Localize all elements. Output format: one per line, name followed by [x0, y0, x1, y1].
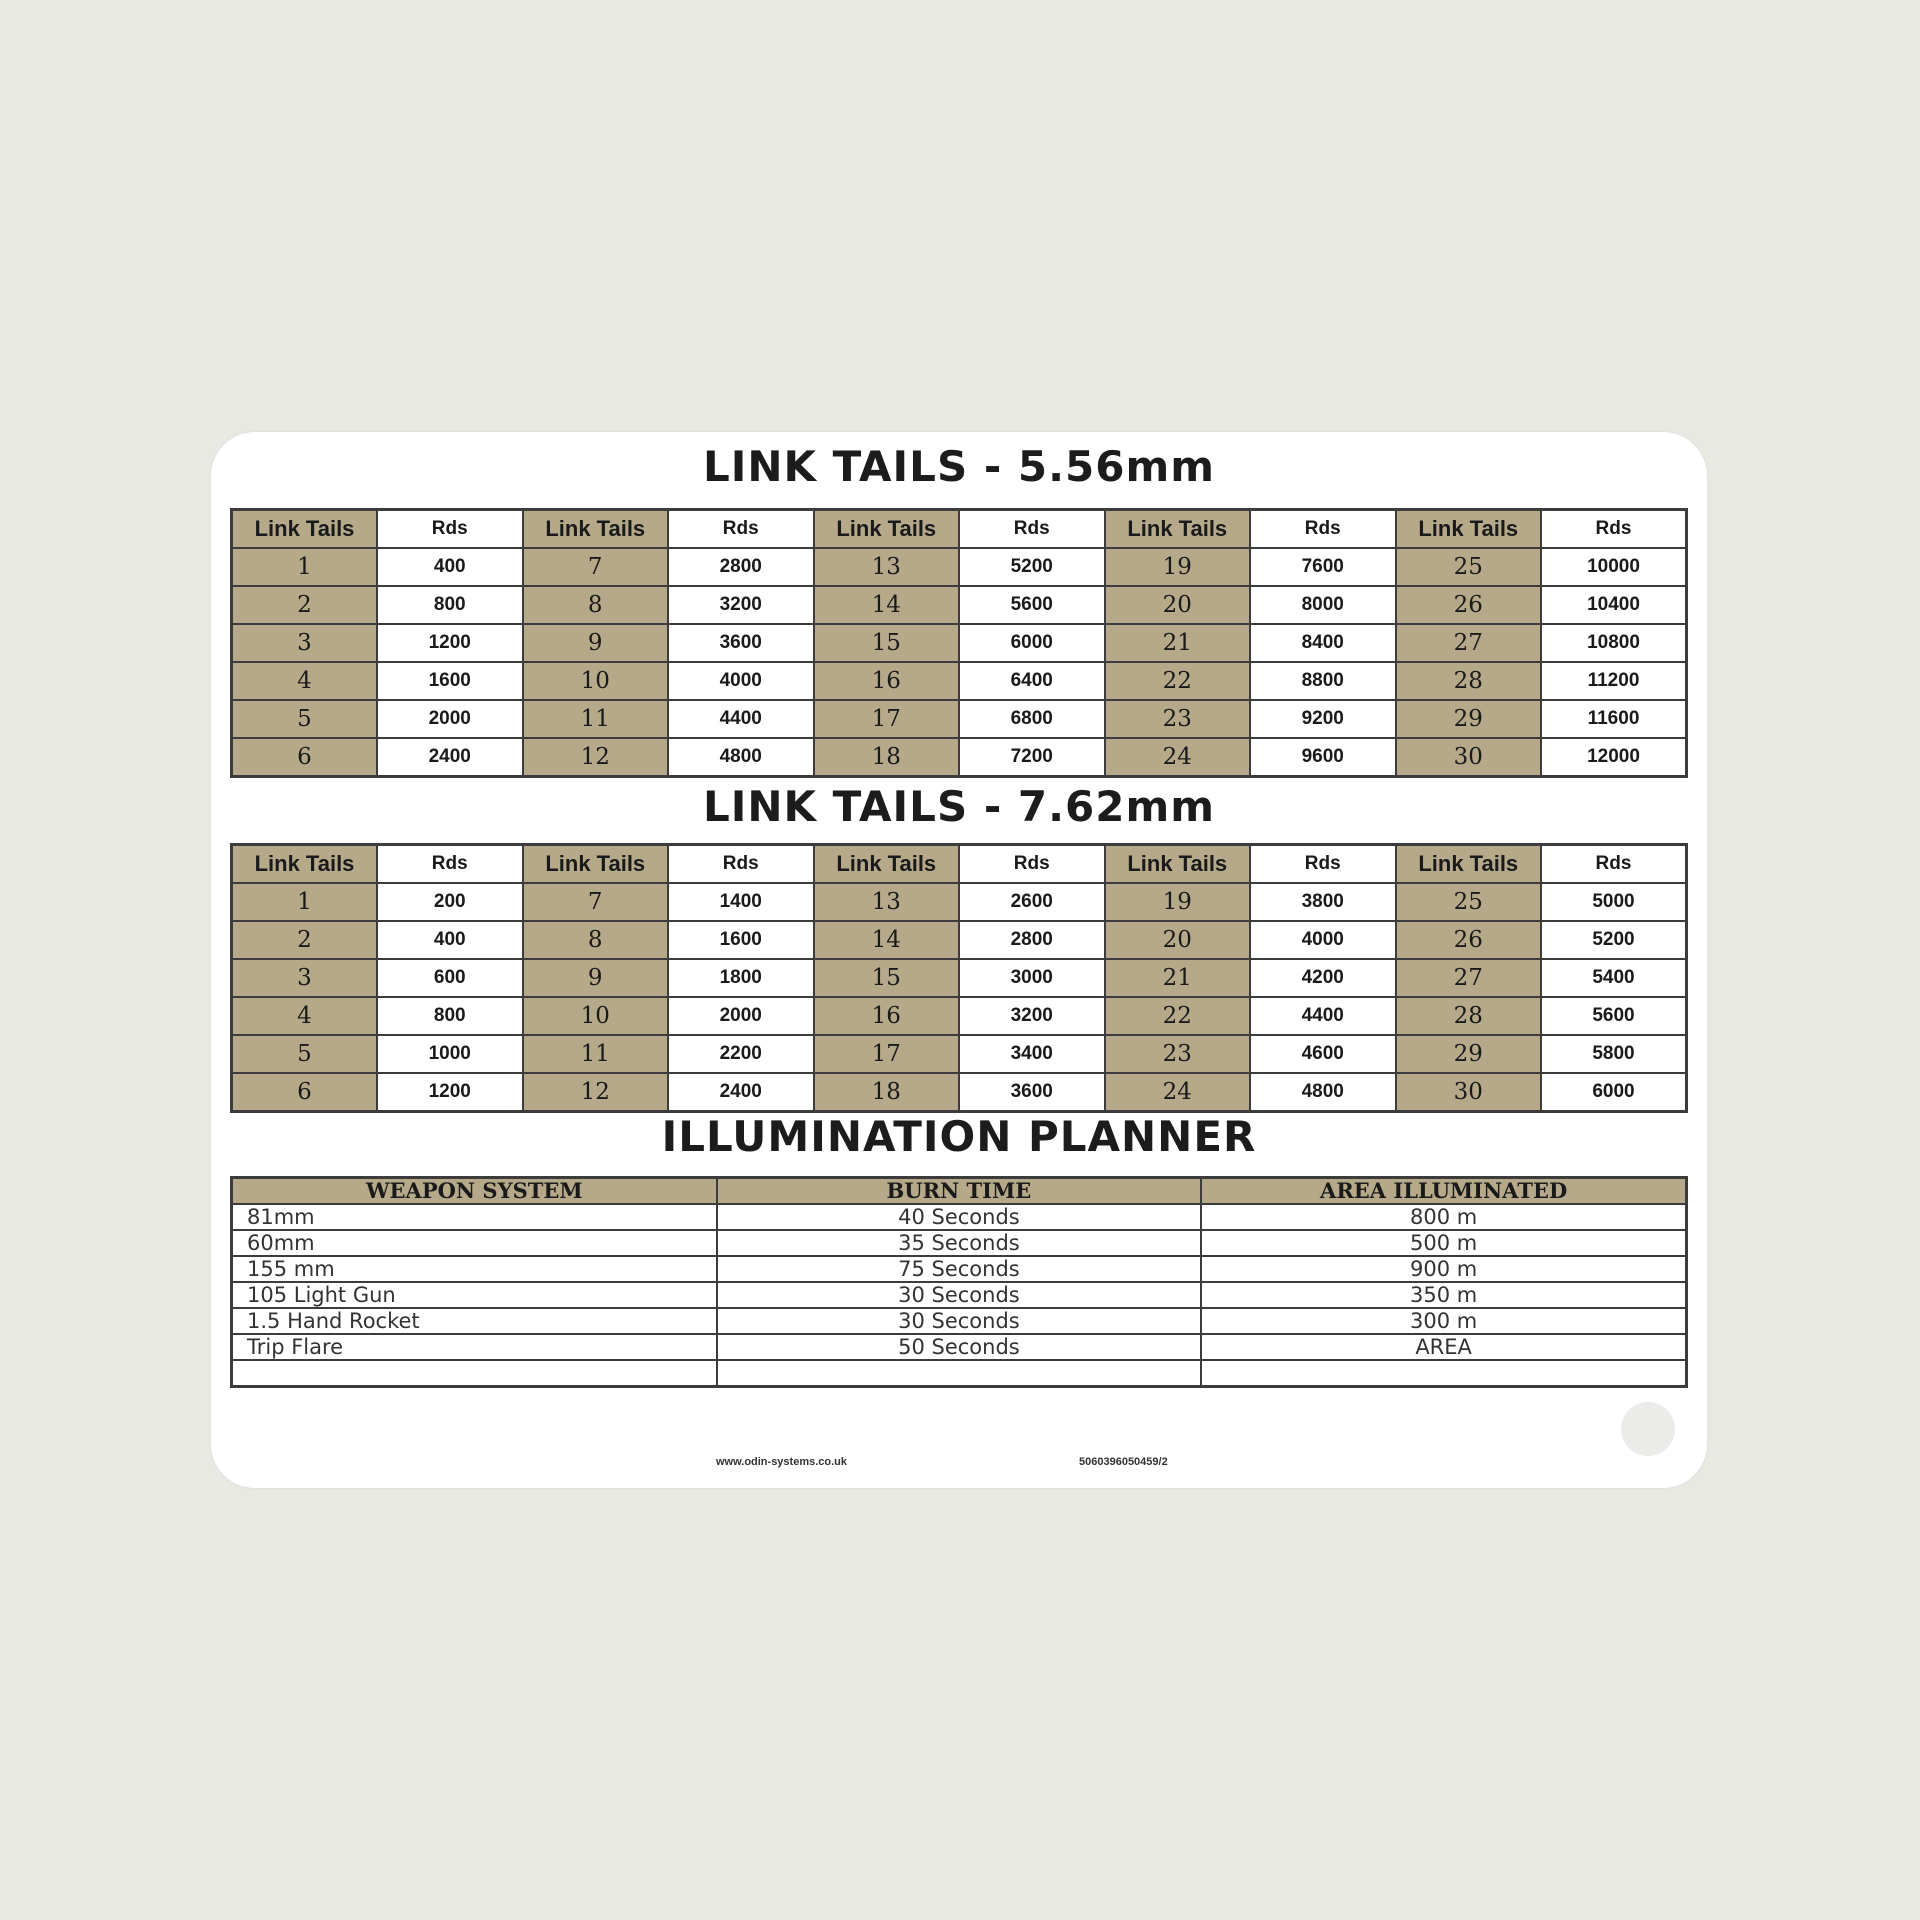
- rds-cell: 10400: [1541, 586, 1687, 624]
- area-illuminated-cell: 300 m: [1201, 1308, 1686, 1334]
- rds-cell: 4000: [1250, 921, 1396, 959]
- rds-cell: 8800: [1250, 662, 1396, 700]
- weapon-system-cell: 60mm: [232, 1230, 717, 1256]
- rds-cell: 3000: [959, 959, 1105, 997]
- weapon-system-cell: 105 Light Gun: [232, 1282, 717, 1308]
- link-tails-cell: 24: [1105, 1073, 1251, 1112]
- rds-cell: 9200: [1250, 700, 1396, 738]
- table-row: [232, 959, 1687, 997]
- link-tails-cell: 15: [814, 959, 960, 997]
- weapon-system-cell: 155 mm: [232, 1256, 717, 1282]
- table-row: [232, 700, 1687, 738]
- link-tails-cell: 12: [523, 1073, 669, 1112]
- burn-time-cell: 35 Seconds: [717, 1230, 1202, 1256]
- rds-cell: 400: [377, 921, 523, 959]
- table-row: [232, 548, 1687, 586]
- link-tails-cell: 16: [814, 662, 960, 700]
- title-link-tails-762: LINK TAILS - 7.62mm: [702, 782, 1216, 831]
- rds-cell: 7200: [959, 738, 1105, 777]
- link-tails-cell: 19: [1105, 883, 1251, 921]
- area-illuminated-cell: 800 m: [1201, 1204, 1686, 1230]
- link-tails-cell: 17: [814, 1035, 960, 1073]
- rds-cell: 2600: [959, 883, 1105, 921]
- rds-cell: 1200: [377, 1073, 523, 1112]
- footer-website: www.odin-systems.co.uk: [716, 1456, 848, 1468]
- rds-cell: 800: [377, 997, 523, 1035]
- header-rds: Rds: [668, 510, 814, 549]
- table-row: [232, 662, 1687, 700]
- link-tails-cell: 8: [523, 586, 669, 624]
- rds-cell: 1600: [668, 921, 814, 959]
- header-rds: Rds: [1250, 845, 1396, 884]
- table-row: [232, 1334, 1687, 1360]
- rds-cell: 6800: [959, 700, 1105, 738]
- rds-cell: 2800: [668, 548, 814, 586]
- link-tails-cell: 12: [523, 738, 669, 777]
- link-tails-cell: 1: [232, 548, 378, 586]
- header-rds: Rds: [959, 510, 1105, 549]
- link-tails-cell: 9: [523, 624, 669, 662]
- link-tails-cell: 18: [814, 1073, 960, 1112]
- link-tails-cell: 26: [1396, 586, 1542, 624]
- rds-cell: 12000: [1541, 738, 1687, 777]
- link-tails-cell: 28: [1396, 662, 1542, 700]
- rds-cell: 8000: [1250, 586, 1396, 624]
- link-tails-cell: 7: [523, 883, 669, 921]
- rds-cell: 10000: [1541, 548, 1687, 586]
- link-tails-556-table: [230, 508, 1688, 778]
- header-area-illuminated: AREA ILLUMINATED: [1201, 1178, 1686, 1205]
- rds-cell: 5200: [959, 548, 1105, 586]
- table-row: [232, 738, 1687, 777]
- link-tails-cell: 20: [1105, 586, 1251, 624]
- header-link-tails: Link Tails: [523, 845, 669, 884]
- rds-cell: 11200: [1541, 662, 1687, 700]
- link-tails-762-table: [230, 843, 1688, 1113]
- rds-cell: 4400: [668, 700, 814, 738]
- header-link-tails: Link Tails: [814, 845, 960, 884]
- link-tails-cell: 21: [1105, 624, 1251, 662]
- header-weapon-system: WEAPON SYSTEM: [232, 1178, 717, 1205]
- weapon-system-cell: 1.5 Hand Rocket: [232, 1308, 717, 1334]
- header-rds: Rds: [668, 845, 814, 884]
- header-link-tails: Link Tails: [814, 510, 960, 549]
- rds-cell: 4800: [1250, 1073, 1396, 1112]
- table-row: [232, 1035, 1687, 1073]
- rds-cell: 2400: [668, 1073, 814, 1112]
- rds-cell: 5400: [1541, 959, 1687, 997]
- link-tails-cell: 3: [232, 959, 378, 997]
- link-tails-cell: 20: [1105, 921, 1251, 959]
- table-row: [232, 1256, 1687, 1282]
- link-tails-cell: 22: [1105, 997, 1251, 1035]
- table-row: [232, 997, 1687, 1035]
- link-tails-cell: 15: [814, 624, 960, 662]
- rds-cell: 11600: [1541, 700, 1687, 738]
- header-row: [232, 845, 1687, 884]
- title-illumination-planner: ILLUMINATION PLANNER: [661, 1112, 1257, 1161]
- rds-cell: 6000: [959, 624, 1105, 662]
- punch-hole: [1621, 1402, 1675, 1456]
- link-tails-cell: 2: [232, 586, 378, 624]
- header-rds: Rds: [959, 845, 1105, 884]
- rds-cell: 4000: [668, 662, 814, 700]
- table-row: [232, 1230, 1687, 1256]
- rds-cell: 400: [377, 548, 523, 586]
- rds-cell: 4800: [668, 738, 814, 777]
- header-link-tails: Link Tails: [232, 510, 378, 549]
- link-tails-cell: 29: [1396, 700, 1542, 738]
- link-tails-cell: 7: [523, 548, 669, 586]
- rds-cell: 1200: [377, 624, 523, 662]
- link-tails-cell: 6: [232, 738, 378, 777]
- link-tails-cell: 2: [232, 921, 378, 959]
- table-row: [232, 1204, 1687, 1230]
- rds-cell: 2000: [377, 700, 523, 738]
- link-tails-cell: 27: [1396, 624, 1542, 662]
- link-tails-cell: 6: [232, 1073, 378, 1112]
- footer-code: 5060396050459/2: [1079, 1456, 1168, 1468]
- header-link-tails: Link Tails: [1105, 845, 1251, 884]
- link-tails-cell: 30: [1396, 1073, 1542, 1112]
- header-link-tails: Link Tails: [1396, 845, 1542, 884]
- header-link-tails: Link Tails: [1105, 510, 1251, 549]
- area-illuminated-cell: [1201, 1360, 1686, 1387]
- link-tails-cell: 29: [1396, 1035, 1542, 1073]
- header-link-tails: Link Tails: [1396, 510, 1542, 549]
- table-row: [232, 883, 1687, 921]
- link-tails-cell: 3: [232, 624, 378, 662]
- rds-cell: 1800: [668, 959, 814, 997]
- burn-time-cell: 30 Seconds: [717, 1282, 1202, 1308]
- title-link-tails-556: LINK TAILS - 5.56mm: [702, 442, 1216, 491]
- link-tails-cell: 30: [1396, 738, 1542, 777]
- rds-cell: 600: [377, 959, 523, 997]
- link-tails-cell: 5: [232, 1035, 378, 1073]
- link-tails-cell: 27: [1396, 959, 1542, 997]
- rds-cell: 3600: [668, 624, 814, 662]
- header-rds: Rds: [377, 845, 523, 884]
- link-tails-cell: 16: [814, 997, 960, 1035]
- illumination-planner-table: [230, 1176, 1688, 1388]
- rds-cell: 200: [377, 883, 523, 921]
- header-burn-time: BURN TIME: [717, 1178, 1202, 1205]
- burn-time-cell: 40 Seconds: [717, 1204, 1202, 1230]
- rds-cell: 2200: [668, 1035, 814, 1073]
- link-tails-cell: 17: [814, 700, 960, 738]
- header-row: [232, 510, 1687, 549]
- link-tails-cell: 13: [814, 548, 960, 586]
- rds-cell: 2000: [668, 997, 814, 1035]
- rds-cell: 6000: [1541, 1073, 1687, 1112]
- link-tails-cell: 13: [814, 883, 960, 921]
- table-row: [232, 624, 1687, 662]
- rds-cell: 7600: [1250, 548, 1396, 586]
- rds-cell: 1600: [377, 662, 523, 700]
- link-tails-cell: 9: [523, 959, 669, 997]
- link-tails-cell: 26: [1396, 921, 1542, 959]
- link-tails-cell: 10: [523, 997, 669, 1035]
- reference-card: [211, 432, 1707, 1488]
- table-row: [232, 1360, 1687, 1387]
- rds-cell: 4400: [1250, 997, 1396, 1035]
- rds-cell: 1400: [668, 883, 814, 921]
- burn-time-cell: 75 Seconds: [717, 1256, 1202, 1282]
- rds-cell: 8400: [1250, 624, 1396, 662]
- rds-cell: 6400: [959, 662, 1105, 700]
- link-tails-cell: 21: [1105, 959, 1251, 997]
- rds-cell: 5200: [1541, 921, 1687, 959]
- link-tails-cell: 28: [1396, 997, 1542, 1035]
- link-tails-cell: 14: [814, 586, 960, 624]
- rds-cell: 9600: [1250, 738, 1396, 777]
- rds-cell: 5600: [959, 586, 1105, 624]
- link-tails-cell: 4: [232, 997, 378, 1035]
- link-tails-cell: 4: [232, 662, 378, 700]
- rds-cell: 3200: [959, 997, 1105, 1035]
- link-tails-cell: 10: [523, 662, 669, 700]
- rds-cell: 2400: [377, 738, 523, 777]
- header-rds: Rds: [377, 510, 523, 549]
- rds-cell: 3400: [959, 1035, 1105, 1073]
- table-row: [232, 921, 1687, 959]
- link-tails-cell: 22: [1105, 662, 1251, 700]
- rds-cell: 10800: [1541, 624, 1687, 662]
- rds-cell: 800: [377, 586, 523, 624]
- link-tails-cell: 5: [232, 700, 378, 738]
- link-tails-cell: 14: [814, 921, 960, 959]
- table-row: [232, 1308, 1687, 1334]
- table-row: [232, 586, 1687, 624]
- burn-time-cell: 50 Seconds: [717, 1334, 1202, 1360]
- link-tails-cell: 19: [1105, 548, 1251, 586]
- area-illuminated-cell: 900 m: [1201, 1256, 1686, 1282]
- link-tails-cell: 25: [1396, 548, 1542, 586]
- link-tails-cell: 25: [1396, 883, 1542, 921]
- header-link-tails: Link Tails: [523, 510, 669, 549]
- weapon-system-cell: 81mm: [232, 1204, 717, 1230]
- rds-cell: 2800: [959, 921, 1105, 959]
- link-tails-cell: 23: [1105, 700, 1251, 738]
- burn-time-cell: 30 Seconds: [717, 1308, 1202, 1334]
- area-illuminated-cell: AREA: [1201, 1334, 1686, 1360]
- area-illuminated-cell: 350 m: [1201, 1282, 1686, 1308]
- link-tails-cell: 1: [232, 883, 378, 921]
- rds-cell: 3800: [1250, 883, 1396, 921]
- area-illuminated-cell: 500 m: [1201, 1230, 1686, 1256]
- rds-cell: 1000: [377, 1035, 523, 1073]
- header-rds: Rds: [1250, 510, 1396, 549]
- header-rds: Rds: [1541, 510, 1687, 549]
- rds-cell: 5600: [1541, 997, 1687, 1035]
- burn-time-cell: [717, 1360, 1202, 1387]
- weapon-system-cell: [232, 1360, 717, 1387]
- link-tails-cell: 11: [523, 1035, 669, 1073]
- header-row: [232, 1178, 1687, 1205]
- rds-cell: 5800: [1541, 1035, 1687, 1073]
- rds-cell: 3200: [668, 586, 814, 624]
- header-link-tails: Link Tails: [232, 845, 378, 884]
- link-tails-cell: 11: [523, 700, 669, 738]
- table-row: [232, 1073, 1687, 1112]
- link-tails-cell: 8: [523, 921, 669, 959]
- table-row: [232, 1282, 1687, 1308]
- weapon-system-cell: Trip Flare: [232, 1334, 717, 1360]
- link-tails-cell: 18: [814, 738, 960, 777]
- link-tails-cell: 23: [1105, 1035, 1251, 1073]
- rds-cell: 3600: [959, 1073, 1105, 1112]
- header-rds: Rds: [1541, 845, 1687, 884]
- rds-cell: 5000: [1541, 883, 1687, 921]
- rds-cell: 4600: [1250, 1035, 1396, 1073]
- link-tails-cell: 24: [1105, 738, 1251, 777]
- rds-cell: 4200: [1250, 959, 1396, 997]
